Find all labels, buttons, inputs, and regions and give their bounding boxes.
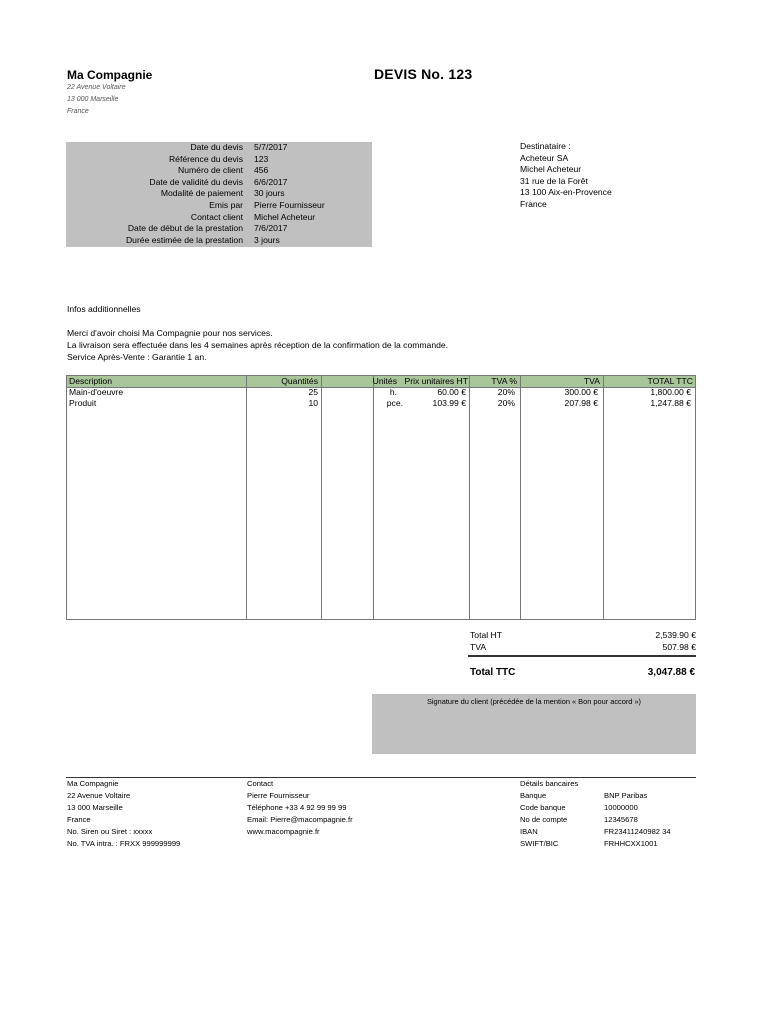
total-ht-label: Total HT [470, 630, 502, 640]
footer-company-line: Ma Compagnie [67, 779, 119, 788]
cell-quantity: 25 [308, 387, 318, 397]
info-row [66, 212, 372, 224]
company-address-line: 13 000 Marseille [67, 96, 119, 103]
recipient-line: France [520, 199, 547, 209]
info-value: Michel Acheteur [254, 211, 316, 222]
footer-bank-label: IBAN [520, 827, 538, 836]
total-ttc-label: Total TTC [470, 667, 516, 678]
additional-info-line: Service Après-Vente : Garantie 1 an. [67, 352, 207, 362]
footer-company-line: France [67, 815, 91, 824]
info-value: 456 [254, 165, 269, 176]
cell-quantity: 10 [308, 398, 318, 408]
cell-vat-rate: 20% [497, 387, 515, 397]
header-unit-price: Prix unitaires HT [404, 376, 468, 386]
info-value: 123 [254, 153, 269, 164]
header-unit: Unités [372, 376, 397, 386]
column-divider [520, 376, 521, 619]
footer-contact-website: www.macompagnie.fr [247, 827, 320, 836]
footer-bank-value: FR23411240982 34 [604, 827, 671, 836]
footer-contact-email: Email: Pierre@macompagnie.fr [247, 815, 353, 824]
info-row [66, 188, 372, 200]
info-label: Date de validité du devis [149, 176, 243, 187]
total-ht-value: 2,539.90 € [655, 630, 696, 640]
info-value: 7/6/2017 [254, 223, 288, 234]
footer-divider [66, 777, 696, 778]
recipient-label: Destinataire : [520, 141, 571, 151]
info-value: 3 jours [254, 234, 280, 245]
column-divider [373, 376, 374, 619]
info-value: 6/6/2017 [254, 176, 288, 187]
cell-unit: pce. [386, 398, 403, 408]
info-row [66, 154, 372, 166]
info-value: 5/7/2017 [254, 142, 288, 152]
info-label: Durée estimée de la prestation [125, 234, 243, 245]
header-vat: TVA [583, 376, 600, 386]
footer-contact-line: Téléphone +33 4 92 99 99 99 [247, 803, 347, 812]
info-row [66, 177, 372, 189]
info-row [66, 165, 372, 177]
cell-unit-price: 60.00 € [437, 387, 466, 397]
recipient-line: 13 100 Aix-en-Provence [520, 187, 612, 198]
totals-divider [468, 655, 696, 657]
footer-company-line: 22 Avenue Voltaire [67, 791, 131, 800]
cell-unit: h. [389, 387, 397, 397]
signature-box[interactable] [372, 694, 696, 754]
total-ttc-value: 3,047.88 € [647, 667, 695, 678]
additional-info-line: La livraison sera effectuée dans les 4 semaines après réception de la confirmation de la commande. [67, 340, 449, 350]
cell-vat-rate: 20% [497, 398, 515, 408]
recipient-line: 31 rue de la Forêt [520, 175, 588, 186]
info-label: Contact client [190, 211, 243, 222]
footer-company-line: No. Siren ou Siret : xxxxx [67, 827, 153, 836]
info-row [66, 200, 372, 212]
footer-bank-label: SWIFT/BIC [520, 839, 559, 848]
info-row [66, 142, 372, 154]
items-table [66, 375, 696, 620]
cell-unit-price: 103.99 € [432, 398, 466, 408]
recipient-line: Acheteur SA [520, 152, 569, 163]
additional-info-title: Infos additionnelles [67, 304, 141, 314]
info-row [66, 223, 372, 235]
header-total: TOTAL TTC [647, 376, 693, 386]
company-address-line: 22 Avenue Voltaire [67, 84, 126, 91]
info-label: Numéro de client [178, 165, 243, 176]
header-quantity: Quantités [281, 376, 318, 386]
total-vat-value: 507.98 € [662, 642, 696, 652]
footer-company-line: No. TVA intra. : FRXX 999999999 [67, 839, 181, 848]
info-value: Pierre Fournisseur [254, 200, 325, 210]
footer-bank-value: 10000000 [604, 803, 638, 812]
quote-info-box [66, 142, 372, 247]
cell-total: 1,800.00 € [650, 387, 691, 397]
info-label: Date de début de la prestation [127, 223, 243, 234]
info-label: Emis par [209, 200, 243, 210]
footer-bank-title: Détails bancaires [520, 779, 579, 788]
footer-contact-line: Pierre Fournisseur [247, 791, 310, 800]
additional-info-line: Merci d'avoir choisi Ma Compagnie pour nos services. [67, 328, 273, 338]
company-name: Ma Compagnie [67, 68, 153, 82]
footer-bank-value: 12345678 [604, 815, 638, 824]
company-address-line: France [67, 108, 89, 115]
footer-contact-title: Contact [247, 779, 274, 788]
info-label: Référence du devis [168, 153, 243, 164]
document-title: DEVIS No. 123 [374, 66, 473, 82]
footer-bank-label: Code banque [520, 803, 566, 812]
recipient-line: Michel Acheteur [520, 164, 582, 175]
cell-description: Main-d'oeuvre [69, 387, 124, 397]
header-vat-rate: TVA % [491, 376, 517, 386]
info-label: Date du devis [190, 142, 243, 152]
info-label: Modalité de paiement [160, 188, 243, 199]
footer-bank-value: FRHHCXX1001 [604, 839, 658, 848]
signature-instruction: Signature du client (précédée de la mention « Bon pour accord ») [426, 697, 642, 706]
cell-vat: 300.00 € [564, 387, 598, 397]
footer-company-line: 13 000 Marseille [67, 803, 123, 812]
footer-bank-label: No de compte [520, 815, 568, 824]
footer-bank-label: Banque [520, 791, 547, 800]
column-divider [246, 376, 247, 619]
info-row [66, 235, 372, 247]
column-divider [469, 376, 470, 619]
header-description: Description [69, 376, 112, 386]
total-vat-label: TVA [470, 642, 487, 652]
footer-bank-value: BNP Paribas [604, 791, 648, 800]
column-divider [321, 376, 322, 619]
column-divider [603, 376, 604, 619]
cell-total: 1,247.88 € [650, 398, 691, 408]
info-value: 30 jours [254, 188, 285, 199]
cell-description: Produit [69, 398, 97, 408]
cell-vat: 207.98 € [564, 398, 598, 408]
